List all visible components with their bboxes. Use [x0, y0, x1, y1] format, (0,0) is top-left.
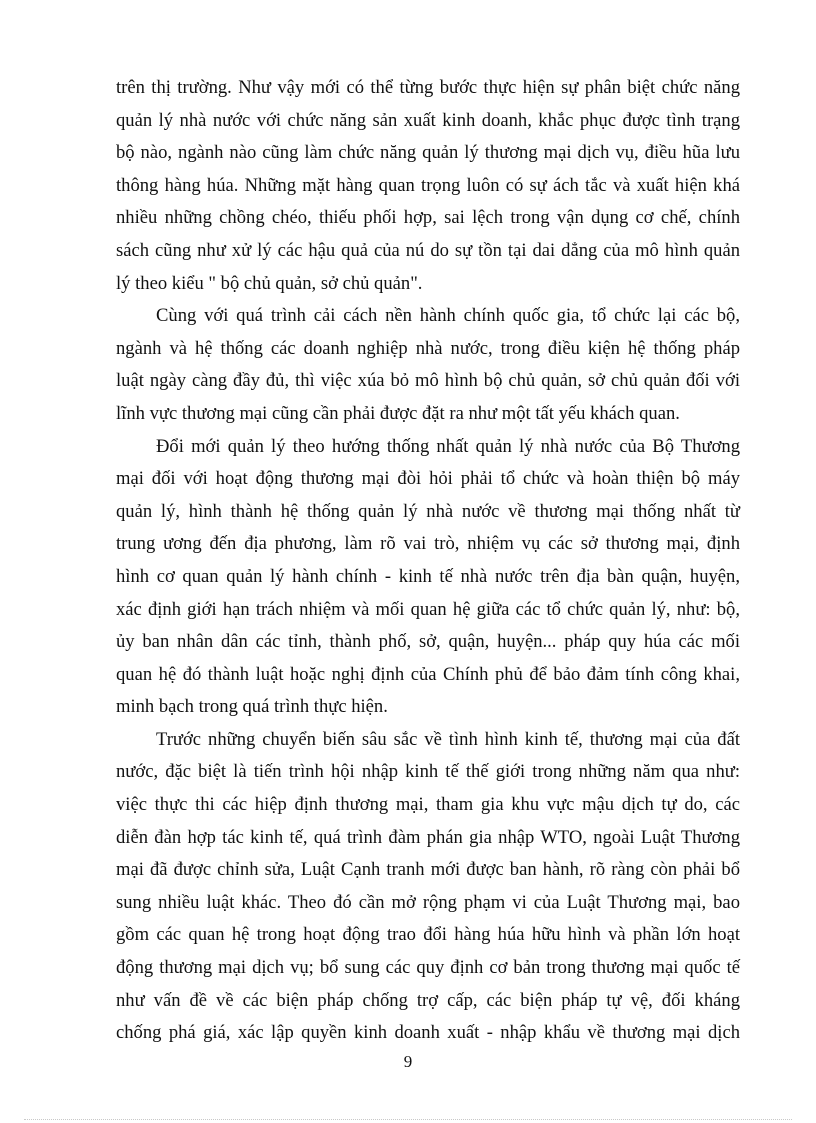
- text-line: nước, đặc biệt là tiến trình hội nhập kinh tế thế giới trong những năm qua như:: [116, 761, 740, 783]
- text-line: thông hàng húa. Những mặt hàng quan trọng luôn có sự ách tắc và xuất hiện khá: [116, 174, 740, 196]
- text-line: Cùng với quá trình cải cách nền hành chính quốc gia, tổ chức lại các bộ,: [156, 305, 740, 327]
- text-line: việc thực thi các hiệp định thương mại, tham gia khu vực mậu dịch tự do, các: [116, 794, 740, 816]
- body-text: [116, 72, 740, 1050]
- text-line: quản lý nhà nước với chức năng sản xuất kinh doanh, khắc phục được tình trạng: [116, 109, 740, 131]
- text-line: động thương mại dịch vụ; bổ sung các quy định cơ bản trong thương mại quốc tế: [116, 957, 740, 979]
- text-line: luật ngày càng đầy đủ, thì việc xúa bỏ mô hình bộ chủ quản, sở chủ quản đối với: [116, 370, 740, 392]
- text-line: mại đã được chỉnh sửa, Luật Cạnh tranh mới được ban hành, rõ ràng còn phải bổ: [116, 859, 740, 881]
- text-line: minh bạch trong quá trình thực hiện.: [116, 696, 388, 718]
- text-line: nhiều những chồng chéo, thiếu phối hợp, sai lệch trong vận dụng cơ chế, chính: [116, 207, 740, 229]
- text-line: lĩnh vực thương mại cũng cần phải được đặt ra như một tất yếu khách quan.: [116, 402, 680, 424]
- text-line: sung nhiều luật khác. Theo đó cần mở rộng phạm vi của Luật Thương mại, bao: [116, 891, 740, 913]
- text-line: Trước những chuyển biến sâu sắc về tình hình kinh tế, thương mại của đất: [156, 728, 740, 750]
- text-line: lý theo kiểu " bộ chủ quản, sở chủ quản".: [116, 272, 423, 294]
- text-line: hình cơ quan quản lý hành chính - kinh tế nhà nước trên địa bàn quận, huyện,: [116, 565, 740, 587]
- text-line: quản lý, hình thành hệ thống quản lý nhà nước về thương mại thống nhất từ: [116, 500, 740, 522]
- text-line: diễn đàn hợp tác kinh tế, quá trình đàm phán gia nhập WTO, ngoài Luật Thương: [116, 826, 740, 848]
- footer-divider: [24, 1119, 792, 1120]
- text-line: xác định giới hạn trách nhiệm và mối quan hệ giữa các tổ chức quản lý, như: bộ,: [116, 598, 740, 620]
- text-line: mại đối với hoạt động thương mại đòi hỏi phải tổ chức và hoàn thiện bộ máy: [116, 468, 740, 490]
- text-line: Đổi mới quản lý theo hướng thống nhất quản lý nhà nước của Bộ Thương: [156, 435, 740, 457]
- text-line: trung ương đến địa phương, làm rõ vai trò, nhiệm vụ các sở thương mại, định: [116, 533, 740, 555]
- text-line: sách cũng như xử lý các hậu quả của nú do sự tồn tại dai dẳng của mô hình quản: [116, 239, 740, 261]
- text-line: chống phá giá, xác lập quyền kinh doanh xuất - nhập khẩu về thương mại dịch: [116, 1022, 740, 1044]
- text-line: quan hệ đó thành luật hoặc nghị định của Chính phủ để bảo đảm tính công khai,: [116, 663, 740, 685]
- text-line: ủy ban nhân dân các tỉnh, thành phố, sở, quận, huyện... pháp quy húa các mối: [116, 631, 740, 653]
- text-line: như vấn đề về các biện pháp chống trợ cấp, các biện pháp tự vệ, đối kháng: [116, 989, 740, 1011]
- text-line: gồm các quan hệ trong hoạt động trao đổi hàng húa hữu hình và phần lớn hoạt: [116, 924, 740, 946]
- text-line: bộ nào, ngành nào cũng làm chức năng quản lý thương mại dịch vụ, điều hũa lưu: [116, 142, 740, 164]
- page-number: 9: [403, 1052, 413, 1071]
- text-line: trên thị trường. Như vậy mới có thể từng bước thực hiện sự phân biệt chức năng: [116, 77, 740, 98]
- text-line: ngành và hệ thống các doanh nghiệp nhà nước, trong điều kiện hệ thống pháp: [116, 337, 740, 359]
